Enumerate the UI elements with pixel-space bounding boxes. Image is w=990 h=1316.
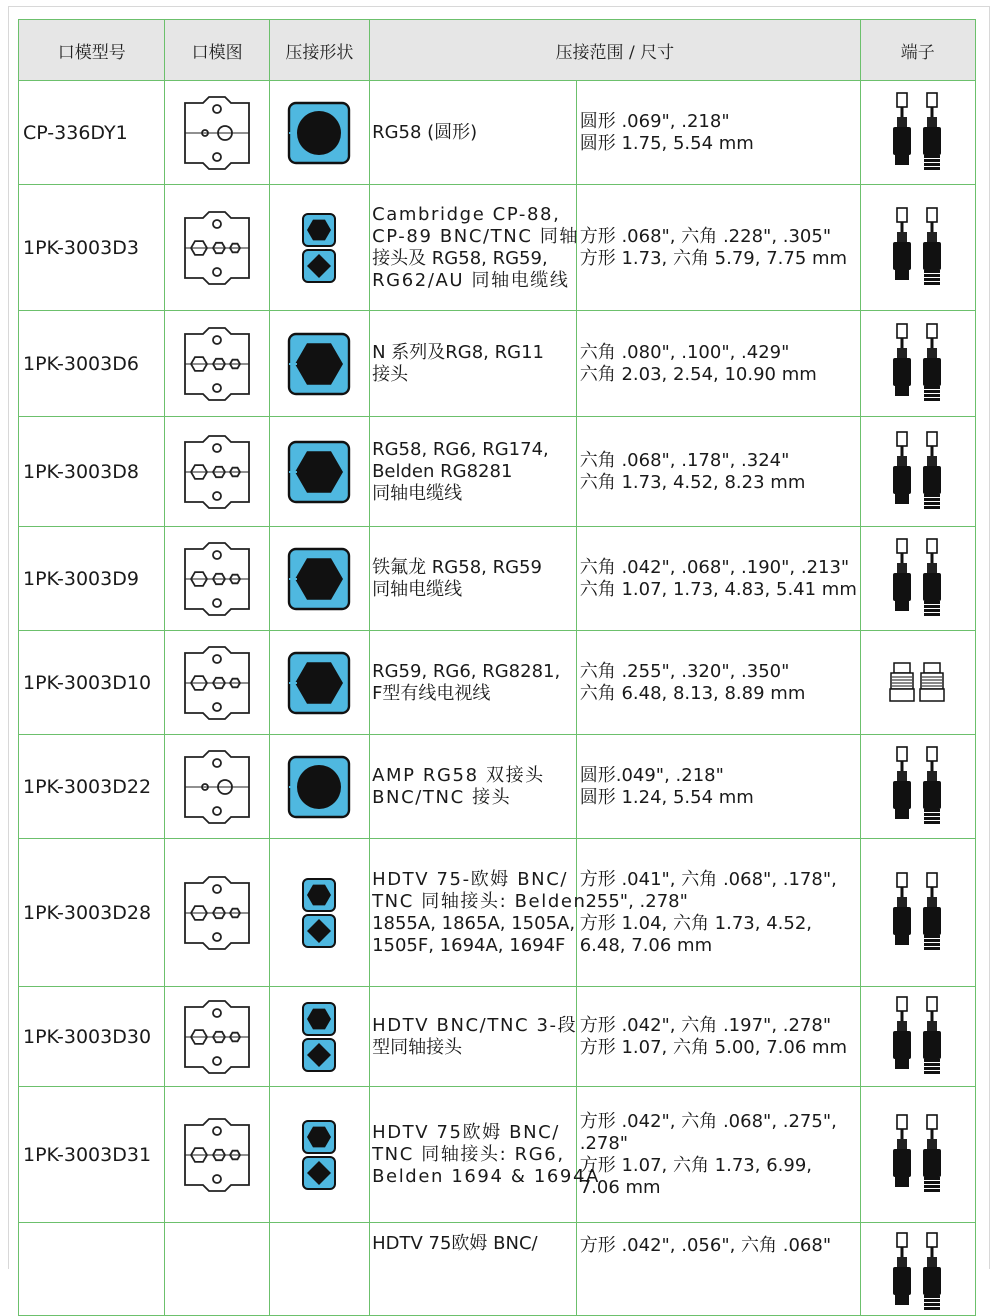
- crimp-die-diagram: [175, 641, 259, 725]
- description-line: Belden RG8281: [372, 460, 513, 482]
- model-number: 1PK-3003D8: [23, 460, 139, 483]
- crimp-shape-cell: [269, 185, 369, 311]
- terminal-cell: [860, 417, 975, 527]
- crimp-die-diagram: [175, 537, 259, 621]
- header-die: 口模图: [165, 20, 269, 81]
- model-cell: [19, 735, 165, 839]
- model-number: 1PK-3003D6: [23, 352, 139, 375]
- bnc-connector-icon: [888, 745, 948, 829]
- dimensions-cell: [576, 527, 860, 631]
- dimensions-cell: [576, 185, 860, 311]
- dimension-line: .255", .278": [579, 890, 688, 912]
- round-shape-icon: [287, 755, 351, 819]
- crimp-shape-cell: [269, 1223, 369, 1316]
- model-number: 1PK-3003D9: [23, 567, 139, 590]
- dimensions-cell: [576, 631, 860, 735]
- dimensions-cell: [576, 987, 860, 1087]
- terminal-cell: [860, 1087, 975, 1223]
- die-diagram-cell: [165, 735, 269, 839]
- die-diagram-cell: [165, 185, 269, 311]
- f-connector-icon: [888, 641, 948, 725]
- bnc-connector-icon: [888, 1231, 948, 1315]
- description-line: 型同轴接头: [372, 1036, 463, 1058]
- dimension-line: 六角 6.48, 8.13, 8.89 mm: [579, 682, 806, 704]
- description-line: RG59, RG6, RG8281,: [372, 660, 561, 682]
- table-row: [19, 839, 976, 987]
- dimension-line: 六角 1.07, 1.73, 4.83, 5.41 mm: [579, 578, 857, 600]
- dimension-line: 圆形 1.75, 5.54 mm: [579, 132, 754, 154]
- bnc-connector-icon: [888, 91, 948, 175]
- description-line: 同轴电缆线: [372, 578, 463, 600]
- dimension-line: 六角 2.03, 2.54, 10.90 mm: [579, 363, 817, 385]
- table-row: [19, 735, 976, 839]
- description-cell: [370, 1223, 577, 1316]
- table-row: [19, 987, 976, 1087]
- terminal-cell: [860, 527, 975, 631]
- crimp-shape-cell: [269, 311, 369, 417]
- description-cell: [370, 417, 577, 527]
- crimp-shape-cell: [269, 81, 369, 185]
- crimp-die-diagram: [175, 871, 259, 955]
- terminal-cell: [860, 81, 975, 185]
- description-line: 接头: [372, 363, 409, 385]
- dimension-line: 方形 .042", .056", 六角 .068": [579, 1235, 832, 1256]
- crimp-shape-cell: [269, 839, 369, 987]
- dimension-line: 六角 .068", .178", .324": [579, 449, 790, 471]
- description-cell: [370, 1087, 600, 1223]
- description-line: 1505F, 1694A, 1694F: [372, 934, 566, 956]
- crimp-shape-cell: [269, 735, 369, 839]
- description-line: 接头及 RG58, RG59,: [372, 247, 548, 269]
- description-cell: [370, 839, 587, 987]
- die-diagram-cell: [165, 839, 269, 987]
- terminal-cell: [860, 185, 975, 311]
- die-diagram-cell: [165, 987, 269, 1087]
- dimension-line: 六角 .042", .068", .190", .213": [579, 556, 850, 578]
- crimp-shape-cell: [269, 631, 369, 735]
- description-line: RG58 (圆形): [372, 121, 478, 143]
- bnc-connector-icon: [888, 322, 948, 406]
- description-line: 1855A, 1865A, 1505A,: [372, 912, 576, 934]
- table-row: [19, 1087, 976, 1223]
- description-line: HDTV 75欧姆 BNC/: [372, 1233, 538, 1254]
- dimensions-cell: [576, 1223, 860, 1316]
- header-terminal: 端子: [860, 20, 975, 81]
- model-cell: [19, 527, 165, 631]
- table-row: [19, 311, 976, 417]
- dimension-line: 方形 .042", 六角 .068", .275",: [579, 1110, 837, 1132]
- terminal-cell: [860, 839, 975, 987]
- crimp-shape-cell: [269, 987, 369, 1087]
- dimension-line: 圆形.049", .218": [579, 764, 724, 786]
- description-line: BNC/TNC 接头: [372, 786, 512, 808]
- model-cell: [19, 1087, 165, 1223]
- header-range: 压接范围 / 尺寸: [370, 20, 861, 81]
- die-diagram-cell: [165, 527, 269, 631]
- crimp-die-diagram: [175, 206, 259, 290]
- dimension-line: 6.48, 7.06 mm: [579, 934, 713, 956]
- description-cell: [370, 527, 577, 631]
- header-model: 口模型号: [19, 20, 165, 81]
- description-line: AMP RG58 双接头: [372, 764, 545, 786]
- model-number: 1PK-3003D10: [23, 671, 152, 694]
- table-row: [19, 81, 976, 185]
- model-cell: [19, 417, 165, 527]
- crimp-shape-cell: [269, 527, 369, 631]
- model-cell: [19, 631, 165, 735]
- description-line: TNC 同轴接头: Belden: [372, 890, 587, 912]
- dimension-line: 方形 1.73, 六角 5.79, 7.75 mm: [579, 247, 848, 269]
- table-row: [19, 185, 976, 311]
- model-number: 1PK-3003D31: [23, 1143, 152, 1166]
- description-line: 同轴电缆线: [372, 482, 463, 504]
- table-row: [19, 1223, 976, 1316]
- crimp-die-diagram: [175, 1113, 259, 1197]
- bnc-connector-icon: [888, 537, 948, 621]
- description-line: Cambridge CP-88,: [372, 203, 561, 225]
- terminal-cell: [860, 311, 975, 417]
- crimp-shape-cell: [269, 1087, 369, 1223]
- model-cell: [19, 185, 165, 311]
- dimensions-cell: [576, 311, 860, 417]
- die-diagram-cell: [165, 1223, 269, 1316]
- description-line: N 系列及RG8, RG11: [372, 341, 544, 363]
- description-cell: [370, 311, 577, 417]
- dimensions-cell: [576, 735, 860, 839]
- header-shape: 压接形状: [269, 20, 369, 81]
- table-row: [19, 631, 976, 735]
- description-line: F型有线电视线: [372, 682, 491, 704]
- dimension-line: 方形 .068", 六角 .228", .305": [579, 225, 832, 247]
- model-cell: [19, 81, 165, 185]
- dimensions-cell: [576, 417, 860, 527]
- dimension-line: 方形 .041", 六角 .068", .178",: [579, 868, 837, 890]
- table-row: [19, 417, 976, 527]
- terminal-cell: [860, 631, 975, 735]
- dimension-line: .278": [579, 1132, 629, 1154]
- description-cell: [370, 735, 577, 839]
- model-number: CP-336DY1: [23, 121, 128, 144]
- dimensions-cell: [576, 1087, 860, 1223]
- description-line: RG62/AU 同轴电缆线: [372, 269, 570, 291]
- table-header-row: [19, 20, 976, 81]
- model-cell: [19, 987, 165, 1087]
- bnc-connector-icon: [888, 995, 948, 1079]
- hex-shape-icon: [287, 440, 351, 504]
- hex-shape-icon: [287, 547, 351, 611]
- die-diagram-cell: [165, 1087, 269, 1223]
- crimp-die-diagram: [175, 91, 259, 175]
- crimp-die-diagram: [175, 430, 259, 514]
- description-line: HDTV 75欧姆 BNC/: [372, 1121, 560, 1143]
- dimension-line: 方形 .042", 六角 .197", .278": [579, 1014, 832, 1036]
- bnc-connector-icon: [888, 871, 948, 955]
- model-cell: [19, 1223, 165, 1316]
- hex-shape-icon: [287, 651, 351, 715]
- square-hex-shape-icon: [287, 878, 351, 948]
- dimension-line: 圆形 1.24, 5.54 mm: [579, 786, 754, 808]
- round-shape-icon: [287, 101, 351, 165]
- terminal-cell: [860, 1223, 975, 1316]
- crimp-die-table: [18, 19, 976, 1316]
- dimension-line: 圆形 .069", .218": [579, 110, 730, 132]
- dimension-line: 六角 1.73, 4.52, 8.23 mm: [579, 471, 806, 493]
- model-cell: [19, 311, 165, 417]
- description-line: HDTV 75-欧姆 BNC/: [372, 868, 569, 890]
- description-line: 铁氟龙 RG58, RG59: [372, 556, 542, 578]
- description-line: HDTV BNC/TNC 3-段: [372, 1014, 578, 1036]
- bnc-connector-icon: [888, 1113, 948, 1197]
- dimension-line: 方形 1.07, 六角 5.00, 7.06 mm: [579, 1036, 848, 1058]
- square-hex-shape-icon: [287, 1002, 351, 1072]
- description-cell: [370, 81, 577, 185]
- description-cell: [370, 631, 577, 735]
- crimp-shape-cell: [269, 417, 369, 527]
- bnc-connector-icon: [888, 430, 948, 514]
- model-number: 1PK-3003D30: [23, 1025, 152, 1048]
- die-diagram-cell: [165, 417, 269, 527]
- square-hex-shape-icon: [287, 213, 351, 283]
- model-number: 1PK-3003D28: [23, 901, 152, 924]
- dimensions-cell: [576, 81, 860, 185]
- model-number: 1PK-3003D3: [23, 236, 139, 259]
- model-cell: [19, 839, 165, 987]
- dimensions-cell: [576, 839, 860, 987]
- hex-shape-icon: [287, 332, 351, 396]
- bnc-connector-icon: [888, 206, 948, 290]
- model-number: 1PK-3003D22: [23, 775, 152, 798]
- crimp-die-diagram: [175, 995, 259, 1079]
- terminal-cell: [860, 987, 975, 1087]
- description-line: RG58, RG6, RG174,: [372, 438, 549, 460]
- table-row: [19, 527, 976, 631]
- dimension-line: 方形 1.04, 六角 1.73, 4.52,: [579, 912, 813, 934]
- description-line: CP-89 BNC/TNC 同轴: [372, 225, 580, 247]
- dimension-line: 7.06 mm: [579, 1176, 661, 1198]
- crimp-die-diagram: [175, 745, 259, 829]
- dimension-line: 方形 1.07, 六角 1.73, 6.99,: [579, 1154, 813, 1176]
- die-diagram-cell: [165, 81, 269, 185]
- description-line: Belden 1694 & 1694A: [372, 1165, 600, 1187]
- terminal-cell: [860, 735, 975, 839]
- dimension-line: 六角 .255", .320", .350": [579, 660, 790, 682]
- description-cell: [370, 987, 577, 1087]
- square-hex-shape-icon: [287, 1120, 351, 1190]
- dimension-line: 六角 .080", .100", .429": [579, 341, 790, 363]
- die-diagram-cell: [165, 311, 269, 417]
- crimp-die-diagram: [175, 322, 259, 406]
- description-cell: [370, 185, 580, 311]
- die-diagram-cell: [165, 631, 269, 735]
- description-line: TNC 同轴接头: RG6,: [372, 1143, 565, 1165]
